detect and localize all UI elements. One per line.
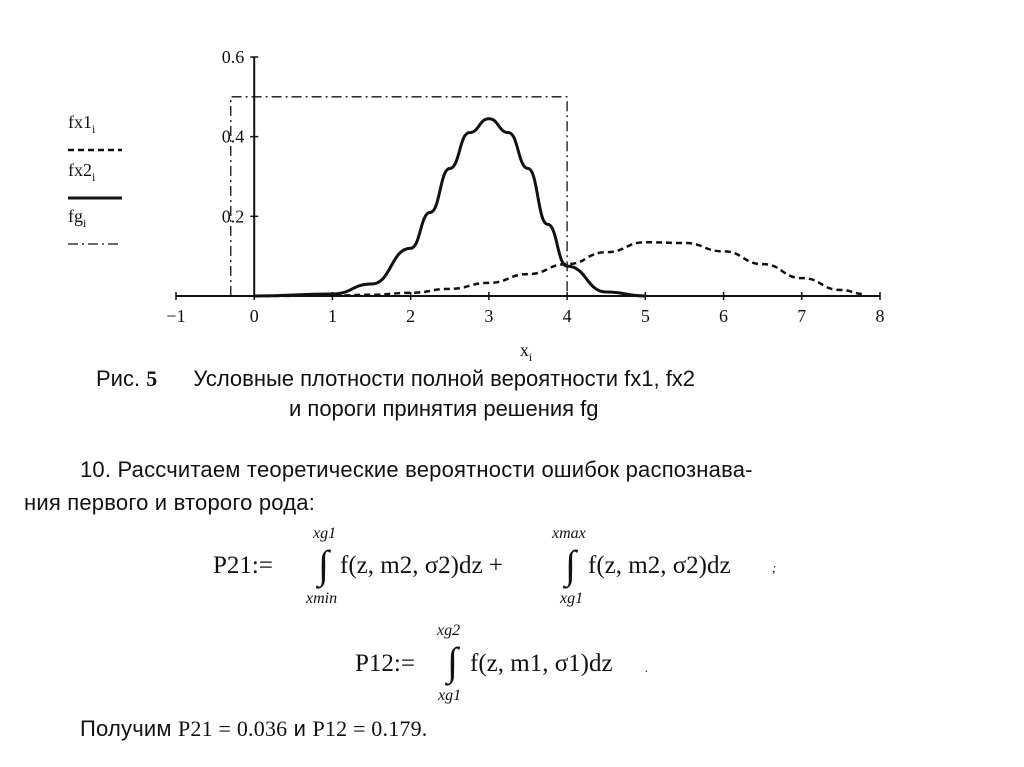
chart-ticks	[166, 47, 884, 326]
formula-p21-int2-upper: xmax	[552, 525, 586, 542]
legend-label-fg: $fg_i$	[68, 206, 87, 230]
integral-sign-3: ∫	[447, 639, 458, 684]
series-fg-line	[231, 97, 567, 296]
x-tick-label: 2	[406, 306, 416, 326]
x-tick-label: −1	[166, 306, 186, 326]
x-tick-label: 4	[562, 306, 572, 326]
caption-label: Рис.	[96, 366, 141, 391]
integral-sign-2: ∫	[565, 542, 576, 587]
y-tick-label: 0.6	[221, 47, 245, 67]
caption-text-1: Условные плотности полной вероятности fx1, fx2	[193, 366, 696, 391]
x-tick-label: 1	[327, 306, 337, 326]
result-p21: P21 = 0.036	[178, 716, 288, 741]
formula-p21-int2-lower: xg1	[560, 590, 584, 607]
formula-p21-int2-body: f(z, m2, σ2)dz	[588, 552, 731, 579]
chart-series	[231, 97, 865, 296]
caption-text-2: и пороги принятия решения fg	[289, 396, 599, 421]
formula-p12-tail: .	[645, 660, 649, 675]
legend-label-fx2: $fx2_i$	[68, 160, 96, 184]
result-p12: P12 = 0.179.	[312, 716, 428, 741]
integral-sign-1: ∫	[318, 542, 329, 587]
chart-legend	[68, 112, 122, 244]
chart-x-label	[520, 340, 533, 364]
x-tick-label: 5	[640, 306, 650, 326]
x-tick-label: 7	[797, 306, 807, 326]
x-tick-label: 6	[719, 306, 729, 326]
chart	[0, 0, 1024, 370]
formula-p21-tail: ;	[772, 560, 777, 575]
formula-p21-int1-upper: xg1	[313, 525, 337, 542]
formula-p21-lhs: P21:=	[213, 552, 273, 579]
y-tick-label: 0.4	[221, 126, 245, 147]
caption-number: 5	[146, 366, 158, 391]
y-tick-label: 0.2	[221, 206, 245, 227]
formula-p12-int-body: f(z, m1, σ1)dz	[470, 650, 613, 677]
paragraph-line2: ния первого и второго рода:	[24, 490, 316, 515]
formula-p12-int-upper: xg2	[437, 622, 461, 639]
result-line	[80, 716, 428, 742]
x-tick-label: 3	[484, 306, 494, 326]
formula-p12-int-lower: xg1	[438, 687, 462, 704]
figure-caption-line1	[96, 366, 695, 392]
legend-label-fx1: $fx1_i$	[68, 112, 96, 136]
formula-p21-int1-lower: xmin	[306, 590, 338, 607]
formula-p12-lhs: P12:=	[355, 650, 415, 677]
x-axis-label: $x_i$	[519, 340, 533, 364]
result-conj: и	[293, 716, 307, 741]
formula-p21-int1-body: f(z, m2, σ2)dz +	[340, 552, 503, 579]
figure-caption-line2	[289, 396, 599, 422]
chart-axes	[176, 57, 880, 296]
series-fx2-line	[254, 119, 645, 296]
x-tick-label: 8	[875, 306, 885, 326]
result-prefix: Получим	[80, 716, 172, 741]
x-tick-label: 0	[249, 306, 259, 326]
paragraph-line1: 10. Рассчитаем теоретические вероятности ошибок распознава-	[80, 457, 753, 482]
